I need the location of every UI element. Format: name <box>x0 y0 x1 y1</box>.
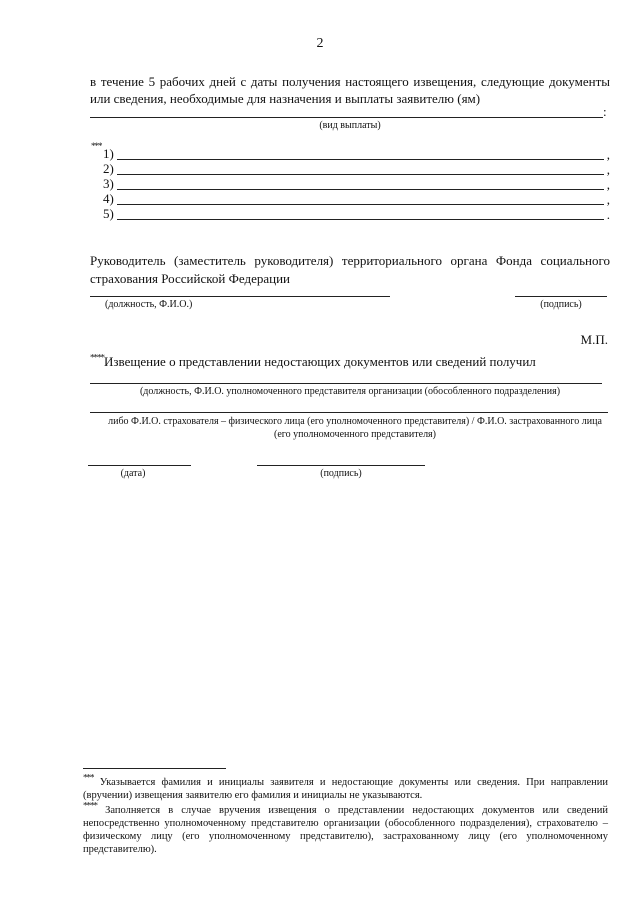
footnote-2 <box>83 800 609 856</box>
received-text: Извещение о представлении недостающих документов или сведений получил <box>104 354 536 369</box>
received-statement <box>90 354 536 370</box>
payment-type-colon: : <box>603 104 607 119</box>
item-fill-line <box>117 204 604 205</box>
insured-caption: либо Ф.И.О. страхователя – физического лица (его уполномоченного представителя) / Ф.И.О. застрахованного лица (его уполномоченного представителя) <box>108 416 602 440</box>
representative-line <box>90 383 602 384</box>
item-punctuation: , <box>606 192 610 207</box>
signature-line-2 <box>257 465 425 466</box>
footnote-text: Указывается фамилия и инициалы заявителя и недостающие документы или сведения. При направлении (вручении) извещения заявителю его фамилия и инициалы не указываются. <box>83 777 609 801</box>
list-item <box>90 191 610 207</box>
head-signatory-title: Руководитель (заместитель руководителя) территориального органа Фонда социального страхования Российской Федерации <box>90 253 610 286</box>
item-punctuation: , <box>606 147 610 162</box>
list-item <box>90 146 610 162</box>
signature-caption-2: (подпись) <box>320 468 362 479</box>
intro-paragraph: в течение 5 рабочих дней с даты получения настоящего извещения, следующие документы или сведения, необходимые для назначения и выплаты заявителю (ям) <box>90 74 610 106</box>
representative-caption: (должность, Ф.И.О. уполномоченного представителя организации (обособленного подразделения) <box>139 386 561 397</box>
position-caption: (должность, Ф.И.О.) <box>105 299 193 310</box>
item-fill-line <box>117 219 604 220</box>
item-punctuation: , <box>606 162 610 177</box>
date-line <box>88 465 191 466</box>
footnote-1 <box>83 772 609 802</box>
footnote-text: Заполняется в случае вручения извещения о представлении недостающих документов или сведений непосредственно уполномоченному представителю организации (обособленного подразделения), страхователю – физическому лицу (его уполномоченному представителю), застрахованному лицу (его уполномоченному представителю). <box>83 805 609 855</box>
item-fill-line <box>117 174 604 175</box>
footnote-marker: *** <box>83 772 94 783</box>
item-number: 2) <box>103 161 114 176</box>
item-fill-line <box>117 159 604 160</box>
signature-line <box>515 296 607 297</box>
signature-caption: (подпись) <box>540 299 582 310</box>
item-fill-line <box>117 189 604 190</box>
received-footnote-marker: **** <box>90 352 104 363</box>
payment-type-line <box>90 117 603 118</box>
insured-line <box>90 412 608 413</box>
stamp-label: М.П. <box>580 332 608 347</box>
page-number: 2 <box>316 36 324 51</box>
list-item <box>90 161 610 177</box>
list-item <box>90 176 610 192</box>
list-item <box>90 206 610 222</box>
item-number: 5) <box>103 206 114 221</box>
item-number: 3) <box>103 176 114 191</box>
footnote-separator <box>83 768 226 769</box>
payment-type-caption: (вид выплаты) <box>319 120 381 131</box>
position-line <box>90 296 390 297</box>
date-caption: (дата) <box>120 468 146 479</box>
footnote-marker: **** <box>83 800 97 811</box>
items-footnote-marker: *** <box>91 141 102 151</box>
item-number: 1) <box>103 146 114 161</box>
item-punctuation: . <box>606 207 610 222</box>
item-number: 4) <box>103 191 114 206</box>
item-punctuation: , <box>606 177 610 192</box>
